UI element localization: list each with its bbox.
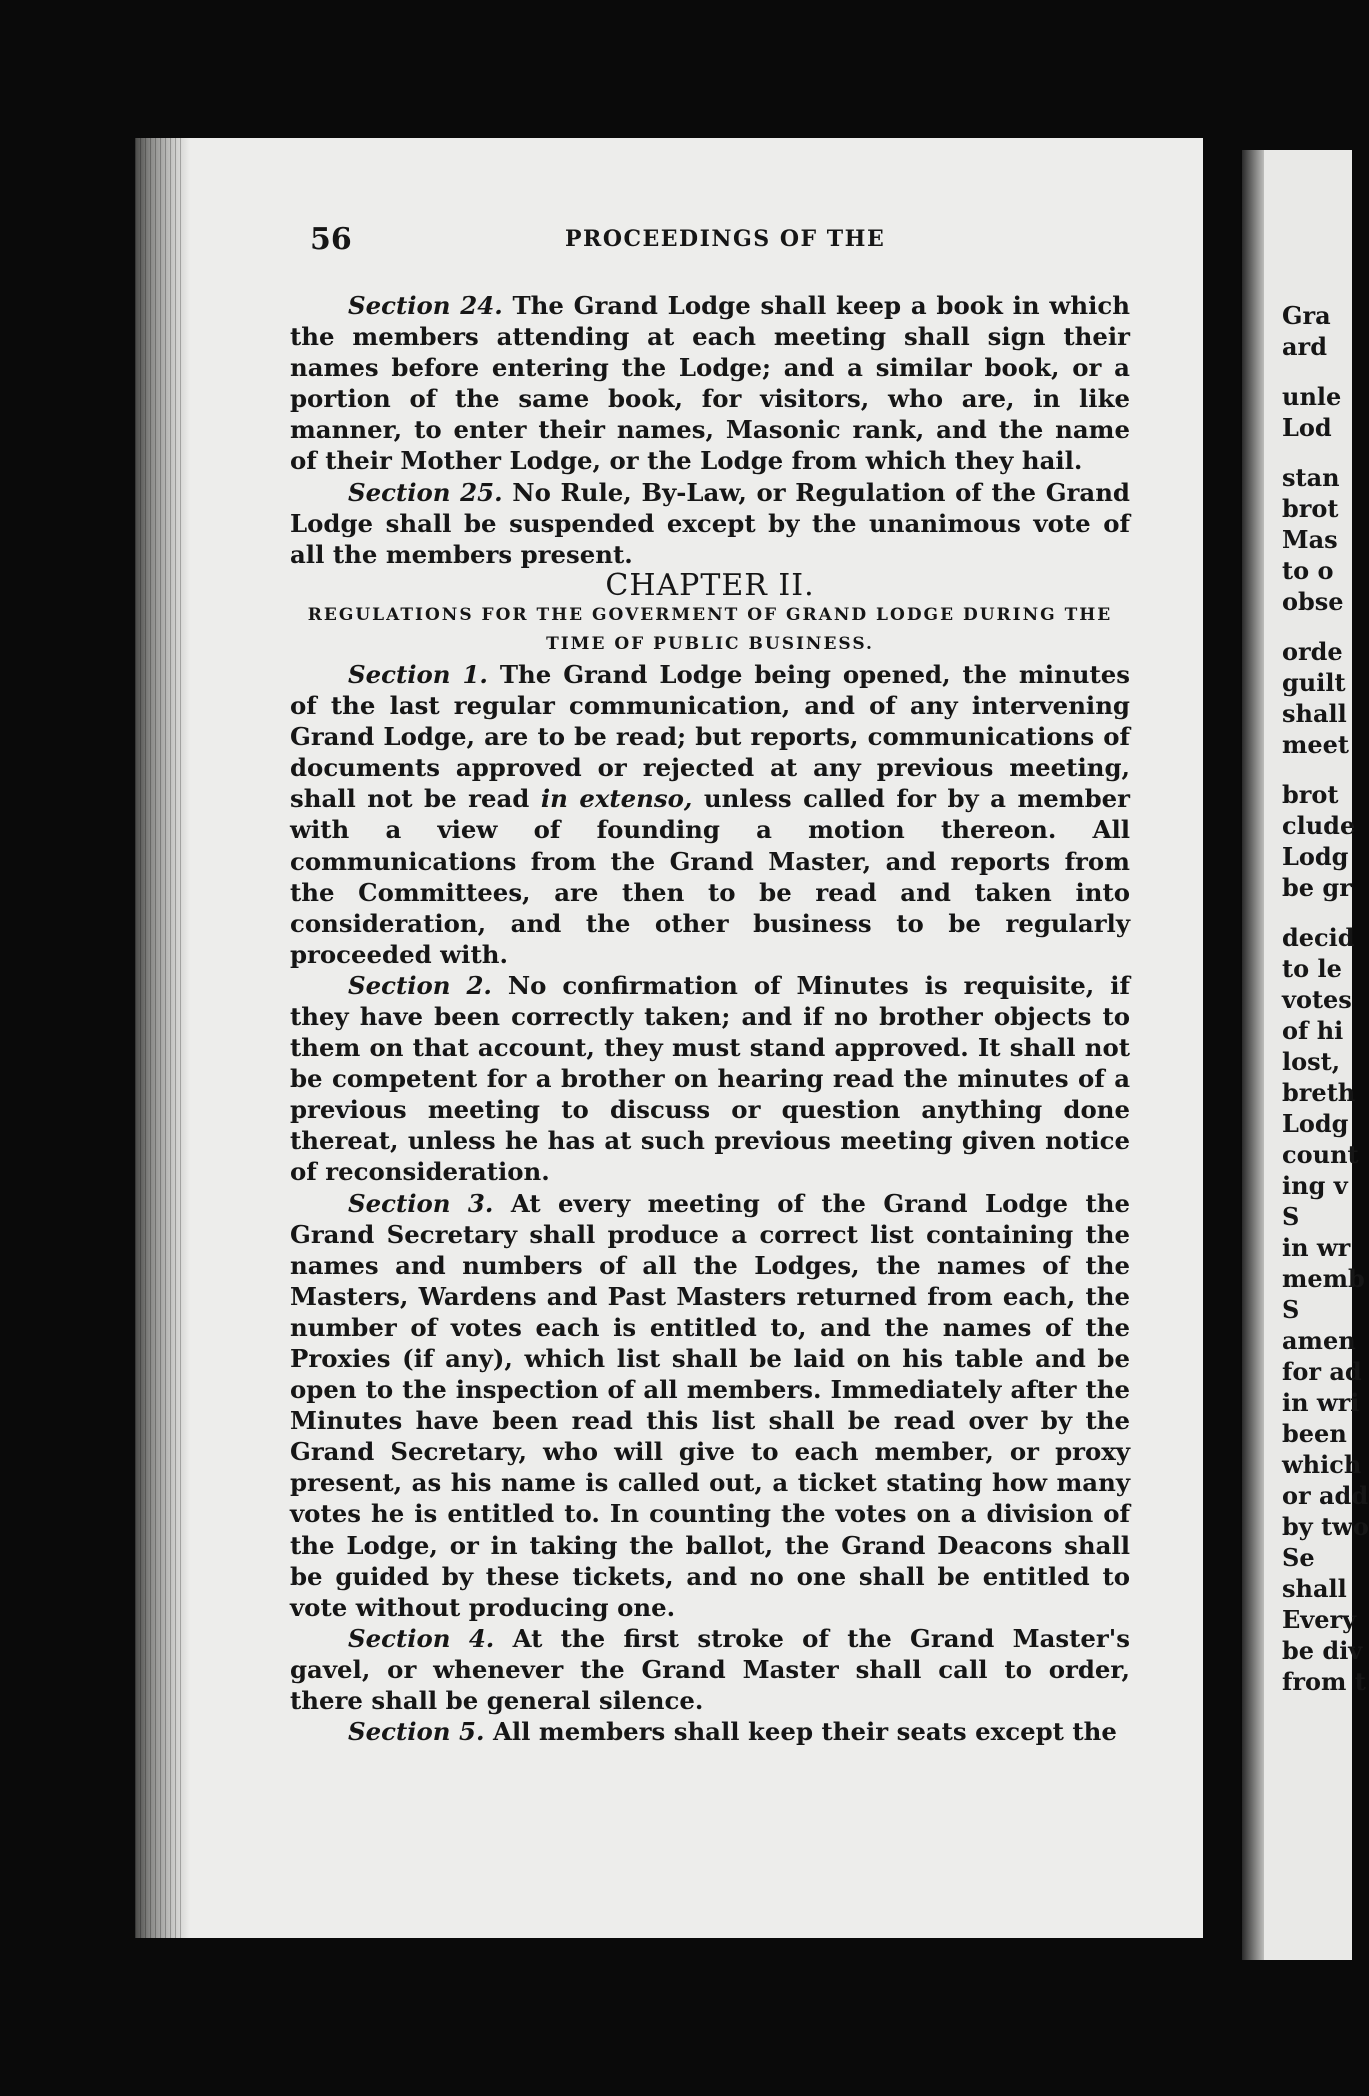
facing-page-fragment: shall: [1282, 1574, 1347, 1603]
facing-page-fragment: meet: [1282, 730, 1350, 759]
section-label: Section 1.: [348, 659, 488, 689]
facing-page-fragment: be div: [1282, 1636, 1363, 1665]
section-text: All members shall keep their seats except the: [492, 1717, 1117, 1747]
section-text: unless called for by a member with a view of founding a motion thereon. All communications from the Grand Master, and reports from the Committees, are then to be read and taken into consideration, and the other business to be regularly proceeded with.: [290, 784, 1131, 969]
facing-page-fragment: count: [1282, 1140, 1359, 1169]
section-text: No confirmation of Minutes is requisite, if they have been correctly taken; and if no brother objects to them on that account, they must stand approved. It shall not be competent for a brother on hearing read the minutes of a previous meeting to discuss or question anything done thereat, unless he has at such previous meeting given notice of reconsideration.: [290, 970, 1130, 1187]
facing-page-fragment: Every: [1282, 1605, 1357, 1634]
facing-page-fragment: of hi: [1282, 1016, 1344, 1045]
page-header: [310, 222, 1130, 262]
page-edge-lines: [135, 138, 185, 1938]
running-head: PROCEEDINGS OF THE: [565, 226, 886, 252]
facing-page-fragment: S: [1282, 1295, 1300, 1324]
facing-page-fragment: memb: [1282, 1264, 1365, 1293]
page-body: [290, 290, 1130, 1747]
section-label: Section 4.: [348, 1623, 495, 1653]
section-3: [290, 1188, 1130, 1623]
facing-page-fragments: [1282, 300, 1369, 1697]
facing-page-fragment: decid: [1282, 923, 1355, 952]
facing-page-fragment: by two: [1282, 1512, 1369, 1541]
facing-page-fragment: orde: [1282, 637, 1343, 666]
facing-page-fragment: [1282, 443, 1362, 462]
section-label: Section 2.: [348, 970, 492, 1000]
facing-page-fragment: Se: [1282, 1543, 1315, 1572]
facing-page-fragment: ard: [1282, 332, 1327, 361]
facing-page-fragment: be gr: [1282, 873, 1352, 902]
facing-page-fragment: obse: [1282, 587, 1344, 616]
section-label: Section 3.: [348, 1188, 494, 1218]
facing-page-fragment: breth: [1282, 1078, 1356, 1107]
section-text: The Grand Lodge being opened, the minutes of the last regular communication, and of any intervening Grand Lodge, are to be read; but reports, communications of documents approved or rejected at any previous meeting, shall not be read: [290, 659, 1130, 814]
right-page-gutter: [1242, 150, 1264, 1960]
section-2: [290, 970, 1130, 1188]
facing-page-fragment: from t: [1282, 1667, 1366, 1696]
section-1: [290, 659, 1130, 970]
facing-page-fragment: guilt: [1282, 668, 1346, 697]
section-24: [290, 290, 1130, 477]
section-4: [290, 1623, 1130, 1716]
section-label: Section 25.: [348, 477, 503, 507]
facing-page-fragment: [1282, 903, 1362, 922]
facing-page-fragment: brot: [1282, 494, 1339, 523]
section-text: The Grand Lodge shall keep a book in which the members attending at each meeting shall sign their names before entering the Lodge; and a similar book, or a portion of the same book, for visitors, who are, in like manner, to enter their names, Masonic rank, and the name of their Mother Lodge, or the Lodge from which they hail.: [290, 291, 1130, 476]
facing-page-fragment: amen: [1282, 1326, 1356, 1355]
facing-page-fragment: [1282, 617, 1362, 636]
facing-page-fragment: unle: [1282, 382, 1342, 411]
chapter-title: CHAPTER II.: [605, 567, 815, 603]
facing-page-fragment: clude: [1282, 811, 1356, 840]
facing-page-fragment: [1282, 362, 1362, 381]
facing-page-fragment: [1282, 760, 1362, 779]
section-label: Section 24.: [348, 291, 503, 320]
section-text: At every meeting of the Grand Lodge the Grand Secretary shall produce a correct list containing the names and numbers of all the Lodges, the names of the Masters, Wardens and Past Masters returned from each, the number of votes each is entitled to, and the names of the Proxies (if any), which list shall be laid on his table and be open to the inspection of all members. Immediately after the Minutes have been read this list shall be read over by the Grand Secretary, who will give to each member, or proxy present, as his name is called out, a ticket stating how many votes he is entitled to. In counting the votes on a division of the Lodge, or in taking the ballot, the Grand Deacons shall be guided by these tickets, and no one shall be entitled to vote without producing one.: [290, 1188, 1130, 1622]
facing-page-fragment: lost,: [1282, 1047, 1341, 1076]
facing-page-fragment: Gra: [1282, 301, 1331, 330]
page-number: 56: [310, 222, 352, 257]
chapter-subtitle: REGULATIONS FOR THE GOVERMENT OF GRAND LODGE DURING THE TIME OF PUBLIC BUSINESS.: [307, 604, 1113, 654]
section-5: [290, 1716, 1130, 1747]
section-label: Section 5.: [348, 1717, 485, 1747]
facing-page-fragment: Lodg: [1282, 842, 1349, 871]
facing-page-fragment: in wri: [1282, 1388, 1360, 1417]
section-25: [290, 477, 1130, 570]
facing-page-fragment: to o: [1282, 556, 1334, 585]
facing-page-fragment: which: [1282, 1450, 1362, 1479]
facing-page-fragment: brot: [1282, 780, 1339, 809]
section-text: At the first stroke of the Grand Master's gavel, or whenever the Grand Master shall call to order, there shall be general silence.: [290, 1623, 1130, 1716]
facing-page-fragment: Lodg: [1282, 1109, 1349, 1138]
facing-page-fragment: ing v: [1282, 1171, 1348, 1200]
facing-page-fragment: S: [1282, 1202, 1300, 1231]
facing-page-fragment: to le: [1282, 954, 1342, 983]
facing-page-fragment: been: [1282, 1419, 1347, 1448]
facing-page-fragment: or add: [1282, 1481, 1369, 1510]
facing-page-fragment: stan: [1282, 463, 1340, 492]
section-text: No Rule, By-Law, or Regulation of the Grand Lodge shall be suspended except by the unanimous vote of all the members present.: [290, 477, 1130, 569]
facing-page-fragment: votes: [1282, 985, 1352, 1014]
facing-page-fragment: shall: [1282, 699, 1347, 728]
facing-page-fragment: for ad: [1282, 1357, 1362, 1386]
section-italic-phrase: in extenso,: [540, 784, 693, 814]
facing-page-fragment: Lod: [1282, 413, 1332, 442]
facing-page-fragment: Mas: [1282, 525, 1338, 554]
facing-page-fragment: in wr: [1282, 1233, 1351, 1262]
